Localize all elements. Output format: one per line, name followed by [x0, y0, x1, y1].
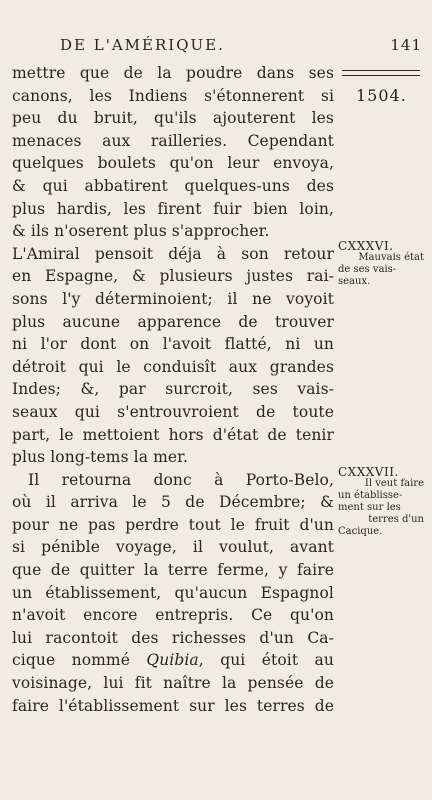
text-line: détroit qui le conduisît aux grandes: [12, 357, 334, 376]
running-title: DE L'AMÉRIQUE.: [60, 36, 225, 54]
proper-name: Quibia: [146, 651, 199, 670]
text-line: canons, les Indiens s'étonnerent si: [12, 86, 334, 105]
text-line: où il arriva le 5 de Décembre; &: [12, 493, 334, 512]
text-line: Il retourna donc à Porto-Belo,: [28, 470, 334, 489]
margin-note-line: terres d'un: [368, 514, 424, 525]
text-line: plus aucune apparence de trouver: [12, 312, 334, 331]
text-line: plus long-tems la mer.: [12, 448, 188, 467]
running-head: [60, 36, 422, 54]
body-text: [12, 62, 334, 717]
text-line: que de quitter la terre ferme, y faire: [12, 561, 334, 580]
text-line: L'Amiral pensoit déja à son retour: [12, 244, 334, 263]
text-segment: , qui étoit au: [198, 651, 334, 670]
text-line: & ils n'oserent plus s'approcher.: [12, 222, 270, 241]
text-line: & qui abbatirent quelques-uns des: [12, 176, 334, 195]
text-line: mettre que de la poudre dans ses: [12, 64, 334, 82]
text-line: un établissement, qu'aucun Espagnol: [12, 583, 334, 602]
text-line: seaux qui s'entrouvroient de toute: [12, 402, 334, 421]
margin-note-line: ment sur les: [338, 502, 401, 513]
margin-note-line: de ses vais-: [338, 264, 397, 275]
text-line: en Espagne, & plusieurs justes rai-: [12, 267, 334, 286]
text-line: faire l'établissement sur les terres de: [12, 696, 334, 715]
text-line: quelques boulets qu'on leur envoya,: [12, 154, 334, 173]
margin-rule: [342, 70, 420, 76]
text-line: peu du bruit, qu'ils ajouterent les: [12, 109, 334, 128]
text-line: plus hardis, les firent fuir bien loin,: [12, 199, 334, 218]
margin-note-number: CXXXVII.: [338, 465, 399, 479]
margin-note-line: un établisse-: [338, 490, 403, 501]
margin-note-line: Il veut faire: [364, 478, 424, 489]
text-line: ni l'or dont on l'avoit flatté, ni un: [12, 335, 334, 354]
text-line: menaces aux railleries. Cependant: [12, 131, 334, 150]
text-line: Indes; &, par surcroit, ses vais-: [12, 380, 334, 399]
margin-note-2: [338, 466, 428, 538]
text-line: part, le mettoient hors d'état de tenir: [12, 425, 334, 444]
text-line: lui racontoit des richesses d'un Ca-: [12, 628, 334, 647]
text-line: [12, 649, 334, 672]
text-line: sons l'y déterminoient; il ne voyoit: [12, 289, 334, 308]
margin-note-1: [338, 240, 428, 288]
margin-note-line: Mauvais état: [358, 252, 424, 263]
margin-note-line: seaux.: [338, 276, 371, 287]
margin-note-number: CXXXVI.: [338, 239, 394, 253]
text-line: si pénible voyage, il voulut, avant: [12, 538, 334, 557]
margin-year: 1504.: [356, 86, 407, 105]
text-line: voisinage, lui fit naître la pensée de: [12, 674, 334, 693]
text-line: pour ne pas perdre tout le fruit d'un: [12, 515, 334, 534]
margin-note-line: Cacique.: [338, 526, 383, 537]
page-number: 141: [390, 36, 422, 54]
text-segment: cique nommé: [12, 651, 147, 670]
text-line: n'avoit encore entrepris. Ce qu'on: [12, 606, 334, 625]
